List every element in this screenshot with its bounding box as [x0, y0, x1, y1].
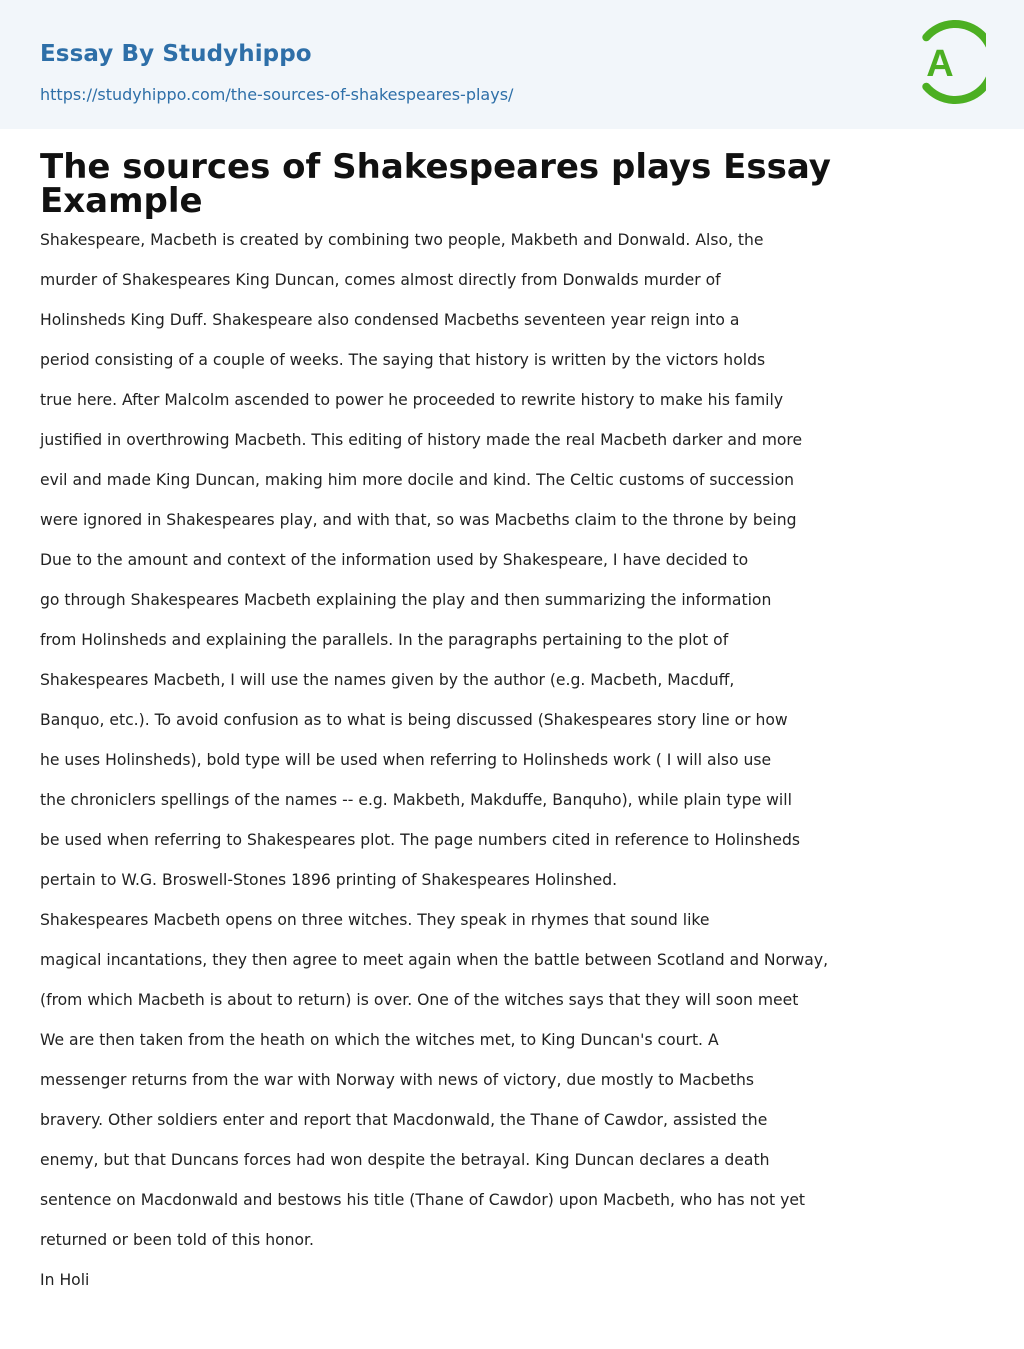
essay-line: be used when referring to Shakespeares plot. The page numbers cited in reference to Holinsheds: [40, 831, 800, 849]
essay-line: returned or been told of this honor.: [40, 1231, 314, 1249]
essay-line: he uses Holinsheds), bold type will be used when referring to Holinsheds work ( I will also use: [40, 751, 772, 769]
essay-line: bravery. Other soldiers enter and report that Macdonwald, the Thane of Cawdor, assisted the: [40, 1111, 768, 1129]
essay-line: Due to the amount and context of the information used by Shakespeare, I have decided to: [40, 551, 749, 569]
page-title: The sources of Shakespeares plays Essay Example: [40, 147, 831, 221]
essay-line: go through Shakespeares Macbeth explaining the play and then summarizing the information: [40, 591, 772, 609]
essay-line: We are then taken from the heath on which the witches met, to King Duncan's court. A: [40, 1031, 719, 1049]
source-url-link[interactable]: https://studyhippo.com/the-sources-of-shakespeares-plays/: [40, 85, 514, 104]
essay-line: Shakespeare, Macbeth is created by combining two people, Makbeth and Donwald. Also, the: [40, 231, 764, 249]
essay-line: true here. After Malcolm ascended to power he proceeded to rewrite history to make his family: [40, 391, 784, 409]
logo-letter: A: [926, 43, 954, 85]
essay-line: magical incantations, they then agree to meet again when the battle between Scotland and Norway,: [40, 951, 829, 969]
essay-line: Banquo, etc.). To avoid confusion as to what is being discussed (Shakespeares story line or how: [40, 711, 788, 729]
essay-line: enemy, but that Duncans forces had won despite the betrayal. King Duncan declares a death: [40, 1151, 770, 1169]
essay-line: from Holinsheds and explaining the parallels. In the paragraphs pertaining to the plot of: [40, 631, 729, 649]
studyhippo-logo-icon[interactable]: [912, 18, 986, 106]
essay-line: evil and made King Duncan, making him more docile and kind. The Celtic customs of succession: [40, 471, 795, 489]
essay-line: sentence on Macdonwald and bestows his title (Thane of Cawdor) upon Macbeth, who has not yet: [40, 1191, 806, 1209]
essay-line: pertain to W.G. Broswell-Stones 1896 printing of Shakespeares Holinshed.: [40, 871, 618, 889]
essay-line: messenger returns from the war with Norway with news of victory, due mostly to Macbeths: [40, 1071, 755, 1089]
essay-line: the chroniclers spellings of the names -- e.g. Makbeth, Makduffe, Banquho), while plain type will: [40, 791, 792, 809]
essay-line: In Holi: [40, 1271, 90, 1289]
essay-line: Shakespeares Macbeth opens on three witches. They speak in rhymes that sound like: [40, 911, 710, 929]
essay-body: [40, 226, 980, 1306]
essay-line: were ignored in Shakespeares play, and with that, so was Macbeths claim to the throne by being: [40, 511, 797, 529]
essay-line: Holinsheds King Duff. Shakespeare also condensed Macbeths seventeen year reign into a: [40, 311, 740, 329]
essay-line: justified in overthrowing Macbeth. This editing of history made the real Macbeth darker and more: [40, 431, 803, 449]
site-header: [0, 0, 1024, 129]
essay-line: (from which Macbeth is about to return) is over. One of the witches says that they will soon meet: [40, 991, 799, 1009]
brand-title[interactable]: Essay By Studyhippo: [40, 41, 312, 67]
essay-line: period consisting of a couple of weeks. The saying that history is written by the victors holds: [40, 351, 766, 369]
essay-line: Shakespeares Macbeth, I will use the names given by the author (e.g. Macbeth, Macduff,: [40, 671, 735, 689]
essay-line: murder of Shakespeares King Duncan, comes almost directly from Donwalds murder of: [40, 271, 721, 289]
